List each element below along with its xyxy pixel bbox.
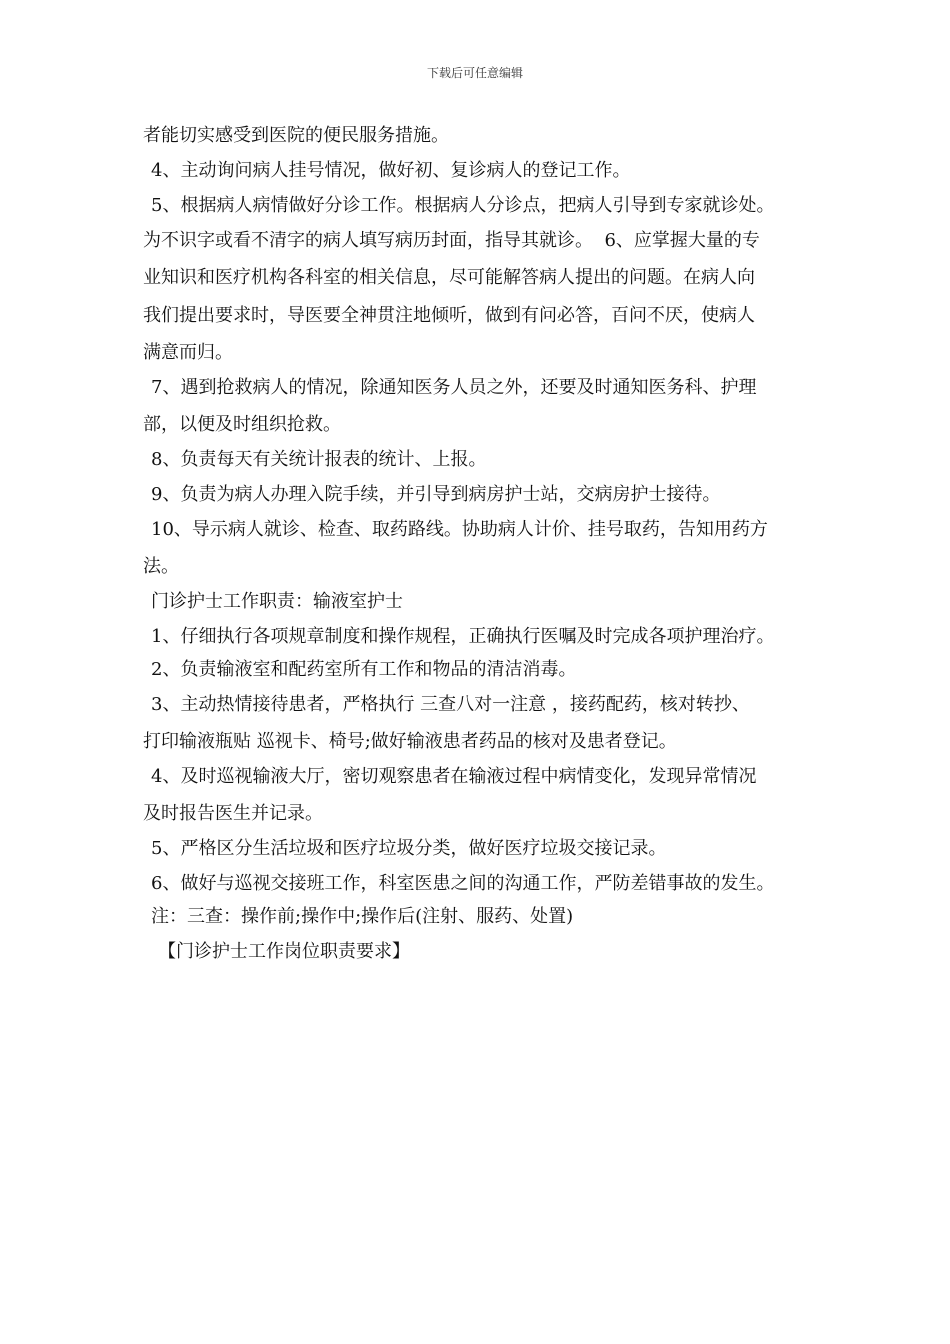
text-line: 满意而归。 xyxy=(143,342,233,363)
text-line: 9、负责为病人办理入院手续，并引导到病房护士站，交病房护士接待。 xyxy=(151,484,721,505)
text-line: 8、负责每天有关统计报表的统计、上报。 xyxy=(151,449,487,470)
text-line: 7、遇到抢救病人的情况，除通知医务人员之外，还要及时通知医务科、护理 xyxy=(151,377,757,398)
text-line: 4、及时巡视输液大厅，密切观察患者在输液过程中病情变化，发现异常情况 xyxy=(151,766,757,787)
text-line: 我们提出要求时，导医要全神贯注地倾听，做到有问必答，百问不厌，使病人 xyxy=(143,305,755,326)
text-line: 5、严格区分生活垃圾和医疗垃圾分类，做好医疗垃圾交接记录。 xyxy=(151,838,667,859)
closing-title: 【门诊护士工作岗位职责要求】 xyxy=(158,941,410,962)
text-line: 3、主动热情接待患者，严格执行 三查八对一注意 ，接药配药，核对转抄、 xyxy=(151,694,750,715)
text-line: 10、导示病人就诊、检查、取药路线。协助病人计价、挂号取药，告知用药方 xyxy=(151,519,768,540)
text-line: 5、根据病人病情做好分诊工作。根据病人分诊点，把病人引导到专家就诊处。 xyxy=(151,195,775,216)
text-line: 打印输液瓶贴 巡视卡、椅号;做好输液患者药品的核对及患者登记。 xyxy=(143,731,677,752)
text-line: 为不识字或看不清字的病人填写病历封面，指导其就诊。 6、应掌握大量的专 xyxy=(143,230,760,251)
page-header: 下载后可任意编辑 xyxy=(426,66,523,80)
note-line: 注：三查：操作前;操作中;操作后(注射、服药、处置) xyxy=(151,906,574,927)
text-line: 4、主动询问病人挂号情况，做好初、复诊病人的登记工作。 xyxy=(151,160,631,181)
text-line: 2、负责输液室和配药室所有工作和物品的清洁消毒。 xyxy=(151,659,577,680)
text-line: 6、做好与巡视交接班工作，科室医患之间的沟通工作，严防差错事故的发生。 xyxy=(151,873,775,894)
text-line: 及时报告医生并记录。 xyxy=(143,803,323,824)
text-line: 法。 xyxy=(143,556,179,577)
text-line: 者能切实感受到医院的便民服务措施。 xyxy=(143,125,449,146)
text-line: 部，以便及时组织抢救。 xyxy=(143,414,341,435)
text-line: 1、仔细执行各项规章制度和操作规程，正确执行医嘱及时完成各项护理治疗。 xyxy=(151,626,775,647)
text-line: 业知识和医疗机构各科室的相关信息，尽可能解答病人提出的问题。在病人向 xyxy=(143,267,755,288)
section-heading: 门诊护士工作职责：输液室护士 xyxy=(151,591,403,612)
